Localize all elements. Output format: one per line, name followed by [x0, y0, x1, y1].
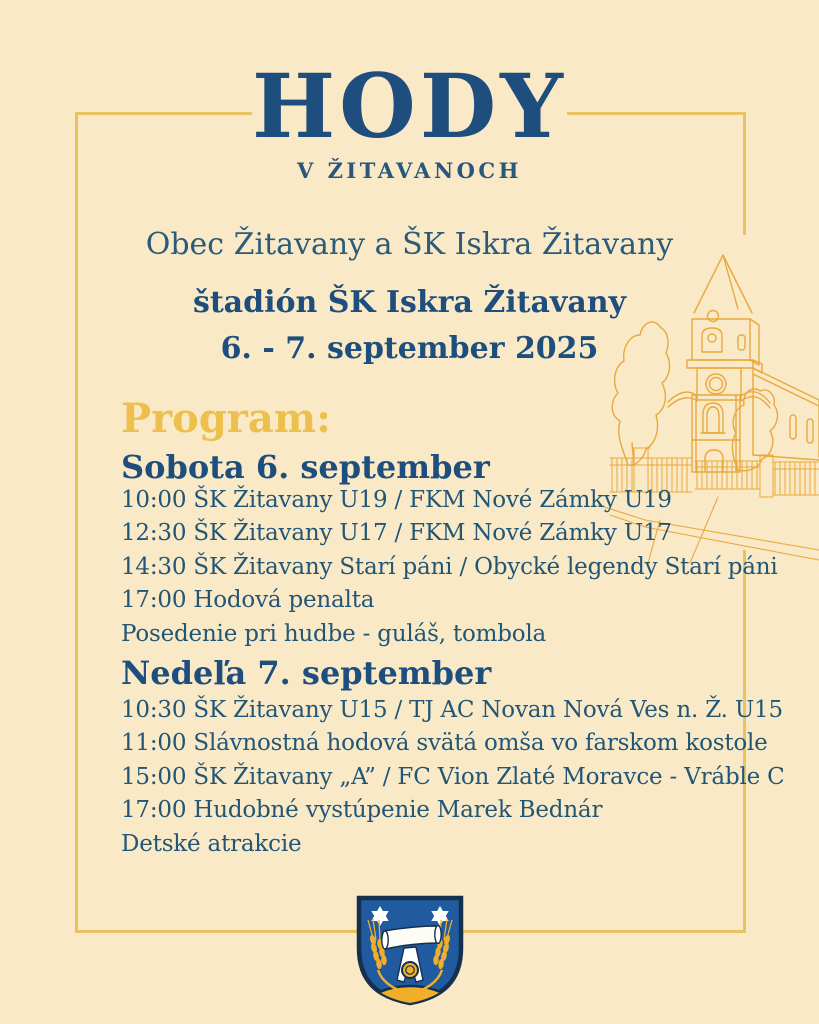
poster-title: HODY [252, 54, 567, 158]
church-front-tree [732, 389, 777, 471]
sunday-program-list [121, 694, 785, 861]
church-nave [753, 368, 819, 460]
zitavany-coat-of-arms [352, 892, 468, 1010]
program-item: Posedenie pri hudbe - guláš, tombola [121, 620, 547, 647]
program-item: 14:30 ŠK Žitavany Starí páni / Obycké legendy Starí páni [121, 553, 778, 580]
day-title-saturday: Sobota 6. september [121, 448, 490, 486]
program-item: 17:00 Hodová penalta [121, 587, 375, 614]
church-facade [668, 392, 770, 472]
day-title-sunday: Nedeľa 7. september [121, 654, 492, 692]
organizer-line: Obec Žitavany a ŠK Iskra Žitavany [145, 227, 674, 262]
program-item: Detské atrakcie [121, 830, 302, 857]
program-item: 10:30 ŠK Žitavany U15 / TJ AC Novan Nová Ves n. Ž. U15 [121, 697, 783, 723]
program-item: 15:00 ŠK Žitavany „A” / FC Vion Zlaté Moravce - Vráble C [121, 763, 785, 790]
program-item: 11:00 Slávnostná hodová svätá omša vo farskom kostole [121, 730, 768, 757]
crest-seal [402, 962, 418, 978]
program-heading: Program: [121, 395, 331, 442]
saturday-program-list [121, 484, 778, 651]
dates-line: 6. - 7. september 2025 [220, 331, 599, 366]
venue-line: štadión ŠK Iskra Žitavany [192, 285, 627, 320]
program-item: 12:30 ŠK Žitavany U17 / FKM Nové Zámky U17 [121, 520, 672, 547]
program-item: 17:00 Hudobné vystúpenie Marek Bednár [121, 797, 603, 824]
poster-subtitle: V ŽITAVANOCH [296, 158, 522, 183]
program-item: 10:00 ŠK Žitavany U19 / FKM Nové Zámky U19 [121, 487, 672, 513]
